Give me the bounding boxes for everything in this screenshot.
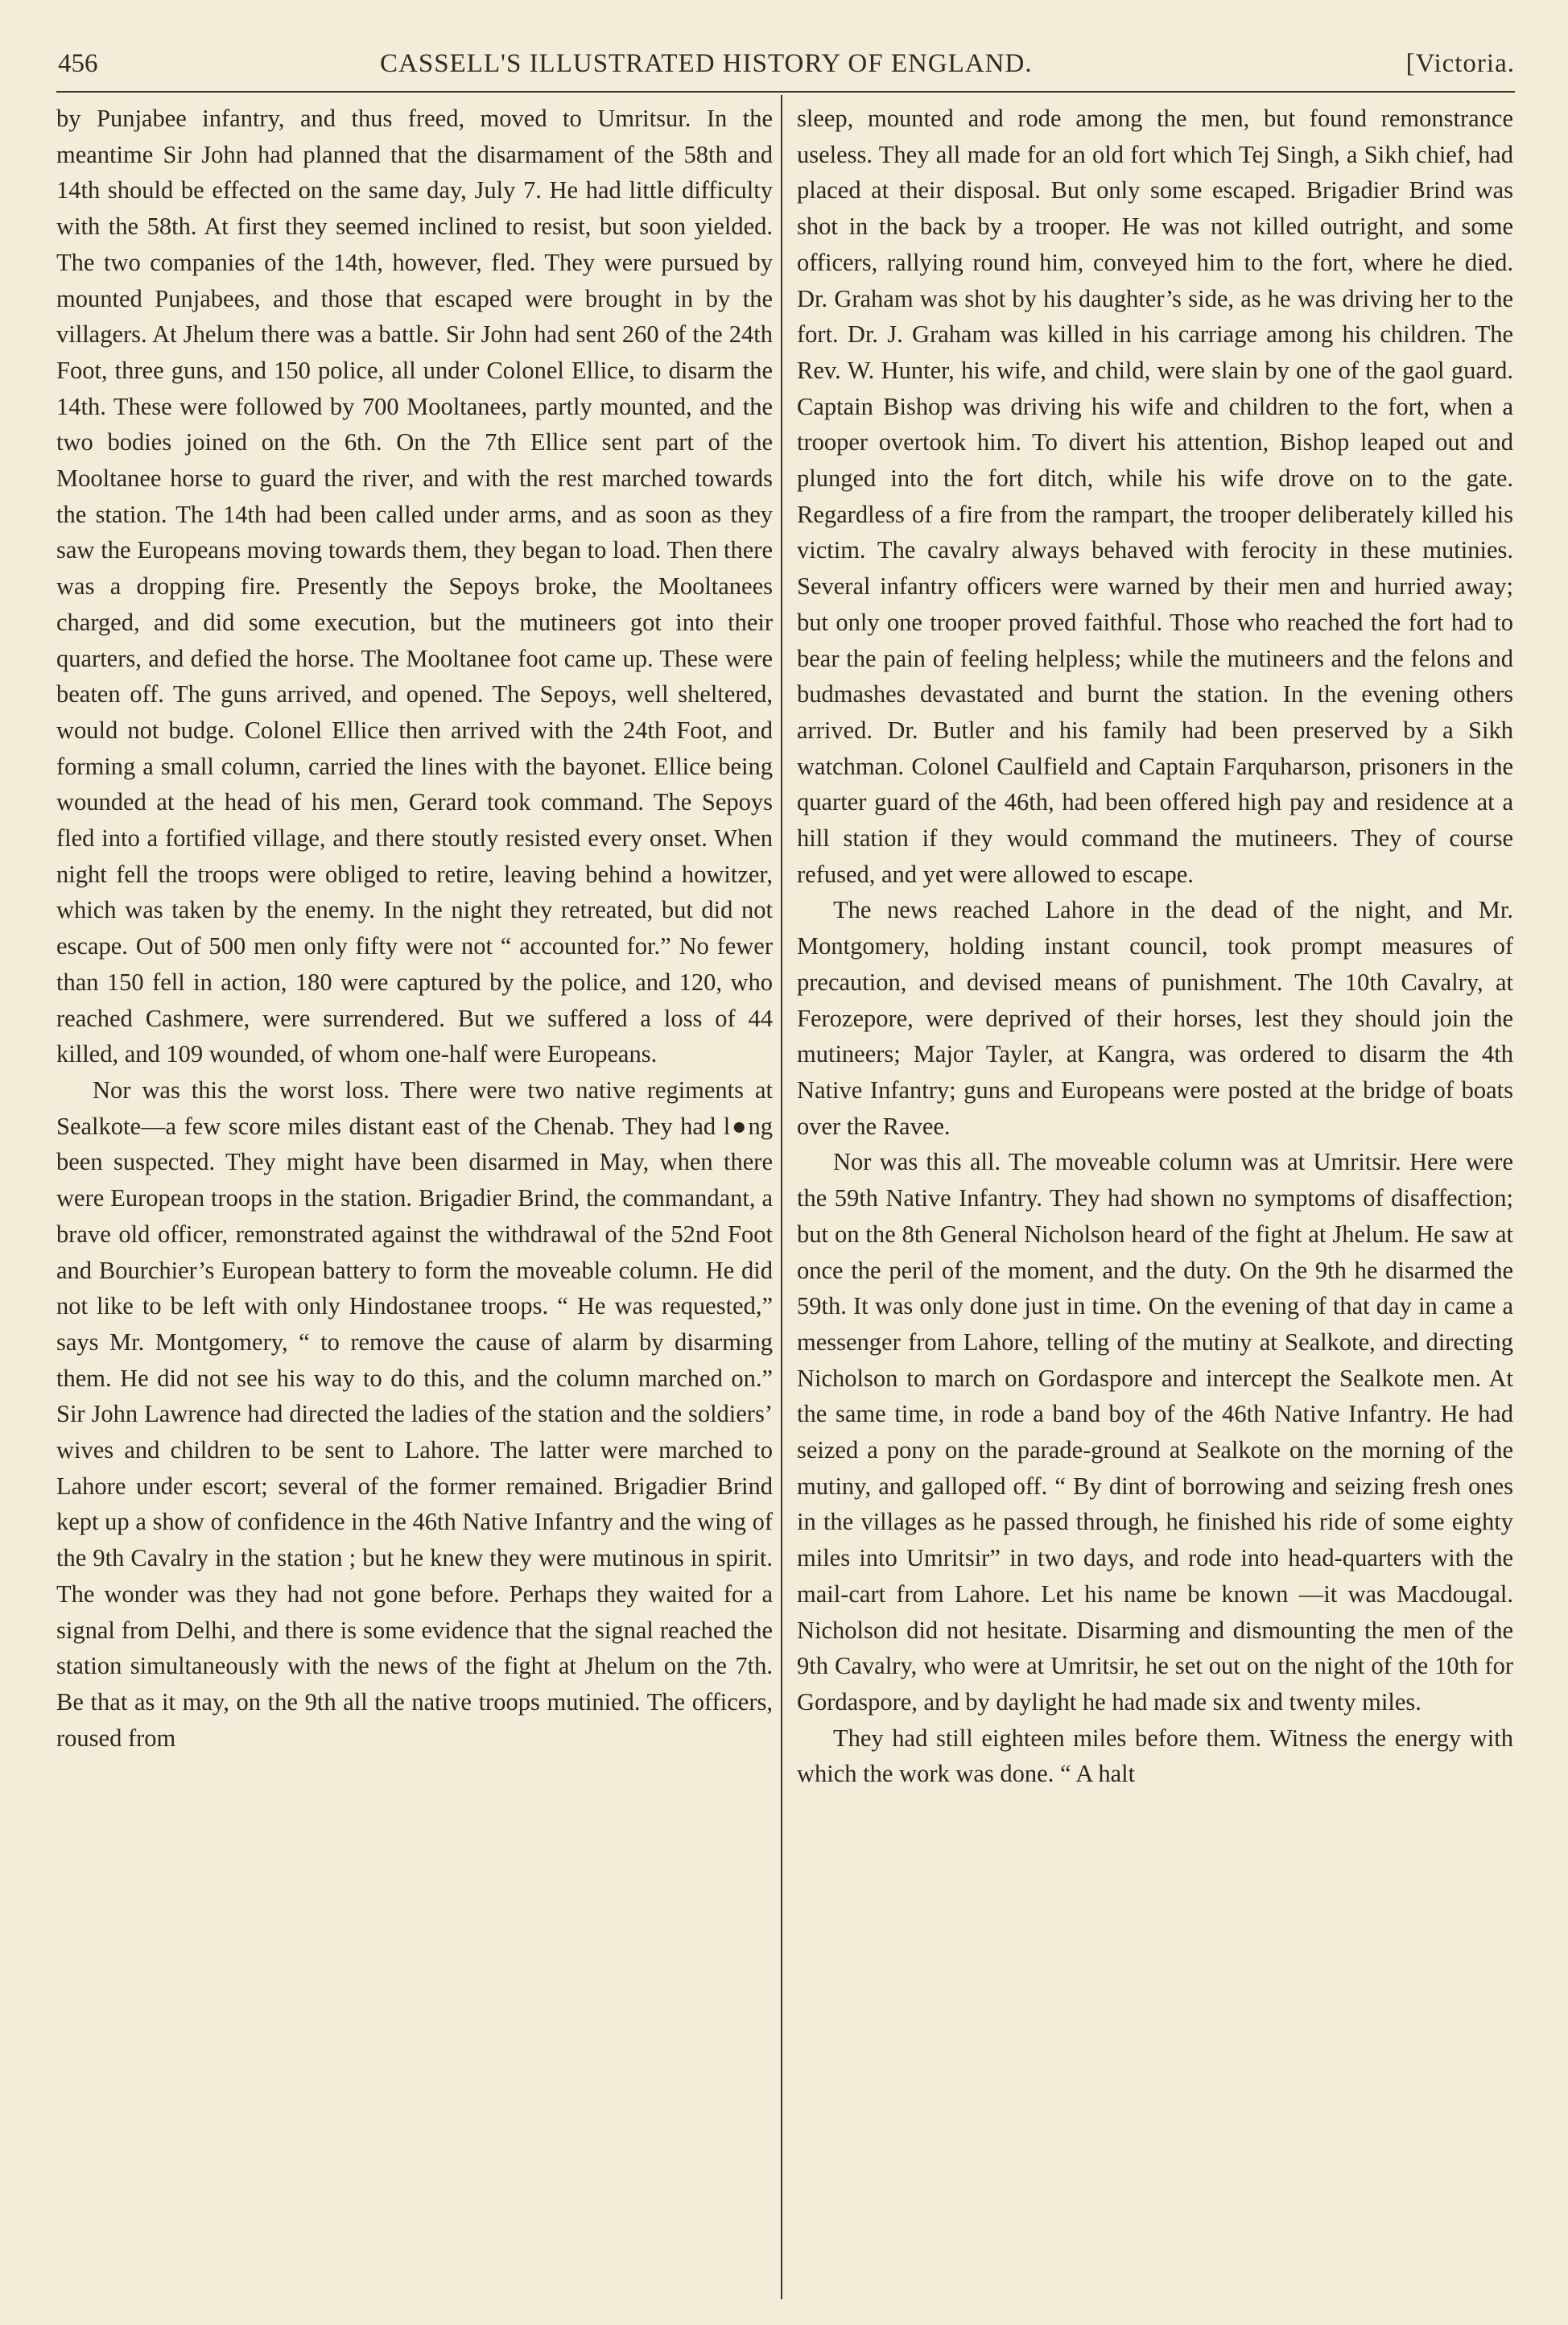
section-label: [Victoria.	[1405, 49, 1515, 78]
header-rule	[56, 91, 1515, 93]
paragraph: They had still eighteen miles before them. Witness the energy with which the work was done. “ A halt	[797, 1724, 1513, 1788]
paragraph: Nor was this the worst loss. There were two native regiments at Sealkote—a few score miles distant east of the Chenab. They had l●ng been suspected. They might have been disarmed in May, when there were European troops in the station. Brigadier Brind, the commandant, a brave old officer, remonstrated against the withdrawal of the 52nd Foot and Bourchier’s European battery to form the moveable column. He did not like to be left with only Hindostanee troops. “ He was requested,” says Mr. Montgomery, “ to remove the cause of alarm by disarming them. He did not see his way to do this, and the column marched on.” Sir John Lawrence had directed the ladies of the station and the soldiers’ wives and children to be sent to Lahore. The latter were marched to Lahore under escort; several of the former remained. Brigadier Brind kept up a show of confidence in the 46th Native Infantry and the wing of the 9th Cavalry in the station ; but he knew they were mutinous in spirit. The wonder was they had not gone before. Perhaps they waited for a signal from Delhi, and there is some evidence that the signal reached the station simultaneously with the news of the fight at Jhelum on the 7th. Be that as it may, on the 9th all the native troops mutinied. The officers, roused from	[56, 1076, 773, 1752]
column-divider	[781, 95, 782, 2299]
paragraph: sleep, mounted and rode among the men, but found remonstrance useless. They all made for an old fort which Tej Singh, a Sikh chief, had placed at their disposal. But only some escaped. Brigadier Brind was shot in the back by a trooper. He was not killed outright, and some officers, rallying round him, conveyed him to the fort, where he died. Dr. Graham was shot by his daughter’s side, as he was driving her to the fort. Dr. J. Graham was killed in his carriage among his children. The Rev. W. Hunter, his wife, and child, were slain by one of the gaol guard. Captain Bishop was driving his wife and children to the fort, when a trooper overtook him. To divert his attention, Bishop leaped out and plunged into the fort ditch, while his wife drove on to the gate. Regardless of a fire from the rampart, the trooper deliberately killed his victim. The cavalry always behaved with ferocity in these mutinies. Several infantry officers were warned by their men and hurried away; but only one trooper proved faithful. Those who reached the fort had to bear the pain of feeling helpless; while the mutineers and the felons and budmashes devastated and burnt the station. In the evening others arrived. Dr. Butler and his family had been preserved by a Sikh watchman. Colonel Caulfield and Captain Farquharson, prisoners in the quarter guard of the 46th, had been offered high pay and residence at a hill station if they would command the mutineers. They of course refused, and yet were allowed to escape.	[797, 105, 1513, 888]
paragraph: by Punjabee infantry, and thus freed, moved to Umritsur. In the meantime Sir John had planned that the disarmament of the 58th and 14th should be effected on the same day, July 7. He had little difficulty with the 58th. At first they seemed inclined to resist, but soon yielded. The two companies of the 14th, however, fled. They were pursued by mounted Punjabees, and those that escaped were brought in by the villagers. At Jhelum there was a battle. Sir John had sent 260 of the 24th Foot, three guns, and 150 police, all under Colonel Ellice, to disarm the 14th. These were followed by 700 Mooltanees, partly mounted, and the two bodies joined on the 6th. On the 7th Ellice sent part of the Mooltanee horse to guard the river, and with the rest marched towards the station. The 14th had been called under arms, and as soon as they saw the Europeans moving towards them, they began to load. Then there was a dropping fire. Presently the Sepoys broke, the Mooltanees charged, and did some execution, but the mutineers got into their quarters, and defied the horse. The Mooltanee foot came up. These were beaten off. The guns arrived, and opened. The Sepoys, well sheltered, would not budge. Colonel Ellice then arrived with the 24th Foot, and forming a small column, carried the lines with the bayonet. Ellice being wounded at the head of his men, Gerard took command. The Sepoys fled into a fortified village, and there stoutly resisted every onset. When night fell the troops were obliged to retire, leaving behind a howitzer, which was taken by the enemy. In the night they retreated, but did not escape. Out of 500 men only fifty were not “ accounted for.” No fewer than 150 fell in action, 180 were captured by the police, and 120, who reached Cashmere, were surrendered. But we suffered a loss of 44 killed, and 109 wounded, of whom one-half were Europeans.	[56, 105, 773, 1068]
page-number: 456	[58, 49, 98, 78]
right-column	[797, 101, 1513, 1792]
running-header	[58, 44, 1515, 86]
paragraph: Nor was this all. The moveable column was at Umritsir. Here were the 59th Native Infantry. They had shown no symptoms of disaffection; but on the 8th General Nicholson heard of the fight at Jhelum. He saw at once the peril of the moment, and the duty. On the 9th he disarmed the 59th. It was only done just in time. On the evening of that day in came a messenger from Lahore, telling of the mutiny at Sealkote, and directing Nicholson to march on Gordaspore and intercept the Sealkote men. At the same time, in rode a band boy of the 46th Native Infantry. He had seized a pony on the parade-ground at Sealkote on the morning of the mutiny, and galloped off. “ By dint of borrowing and seizing fresh ones in the villages as he passed through, he finished his ride of some eighty miles into Umritsir” in two days, and rode into head-quarters with the mail-cart from Lahore. Let his name be known —it was Macdougal. Nicholson did not hesitate. Disarming and dismounting the men of the 9th Cavalry, who were at Umritsir, he set out on the night of the 10th for Gordaspore, and by daylight he had made six and twenty miles.	[797, 1148, 1513, 1716]
book-title: CASSELL'S ILLUSTRATED HISTORY OF ENGLAND.	[380, 49, 1033, 78]
paragraph: The news reached Lahore in the dead of the night, and Mr. Montgomery, holding instant council, took prompt measures of precaution, and devised means of punishment. The 10th Cavalry, at Ferozepore, were deprived of their horses, lest they should join the mutineers; Major Tayler, at Kangra, was ordered to disarm the 4th Native Infantry; guns and Europeans were posted at the bridge of boats over the Ravee.	[797, 896, 1513, 1140]
left-column	[56, 101, 773, 1756]
